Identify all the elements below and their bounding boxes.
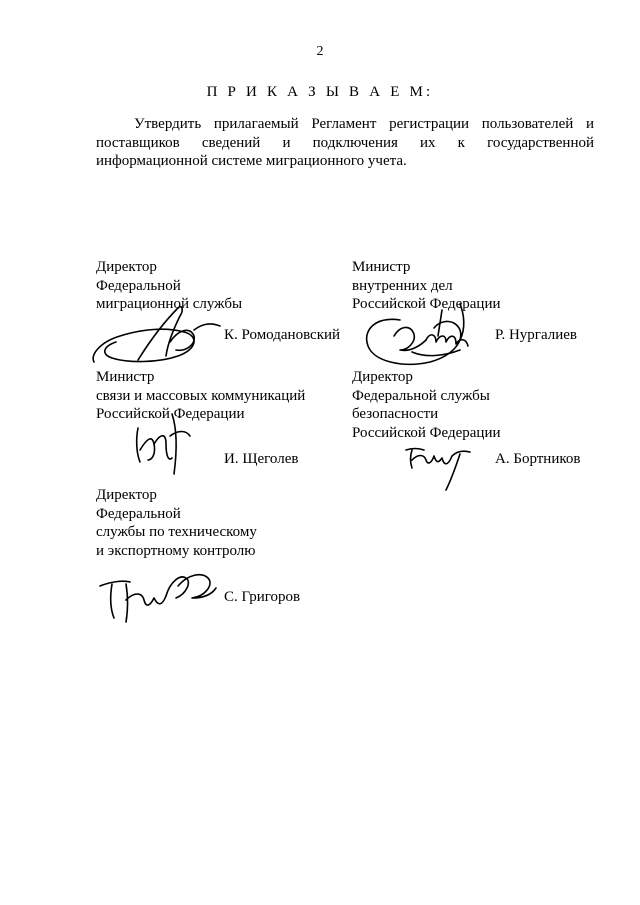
title-line: Директор [96,487,157,503]
title-line: внутренних дел [352,277,453,294]
title-line: Директор [352,369,413,385]
title-line: Российской Федерации [352,424,501,441]
title-line: связи и массовых коммуникаций [96,387,306,404]
title-line: миграционной службы [96,296,243,312]
title-line: безопасности [352,406,439,422]
signatory-name-bortnikov: А. Бортников [495,451,581,467]
signatory-title-fstec [96,486,257,560]
signature-nurgaliev [360,300,490,372]
title-line: Министр [352,259,411,275]
signature-shchegolev [126,400,196,478]
title-line: Федеральной [96,277,181,294]
signatory-name-romodanovsky: К. Ромодановский [224,327,341,343]
title-line: Российской Федерации [96,406,245,422]
order-paragraph: Утвердить прилагаемый Регламент регистрации пользователей и поставщиков сведений и подключения их к государственной информационной системе миграционного учета. [96,116,594,169]
title-line: службы по техническому [96,524,257,540]
page-number: 2 [316,44,324,59]
title-line: Федеральной [96,505,181,522]
title-line: Федеральной службы [352,387,490,404]
title-line: Министр [96,369,155,385]
order-heading: П Р И К А З Ы В А Е М: [206,84,434,100]
signature-romodanovsky [86,300,226,370]
title-line: и экспортному контролю [96,542,256,559]
signature-bortnikov [402,436,474,494]
signatory-name-grigorov: С. Григоров [224,589,301,605]
signature-grigorov [96,566,220,628]
title-line: Российской Федерации [352,296,501,312]
signatory-name-nurgaliev: Р. Нургалиев [495,327,577,343]
title-line: Директор [96,259,157,275]
signatory-title-fsb [352,368,501,442]
signatory-name-shchegolev: И. Щеголев [224,451,299,467]
